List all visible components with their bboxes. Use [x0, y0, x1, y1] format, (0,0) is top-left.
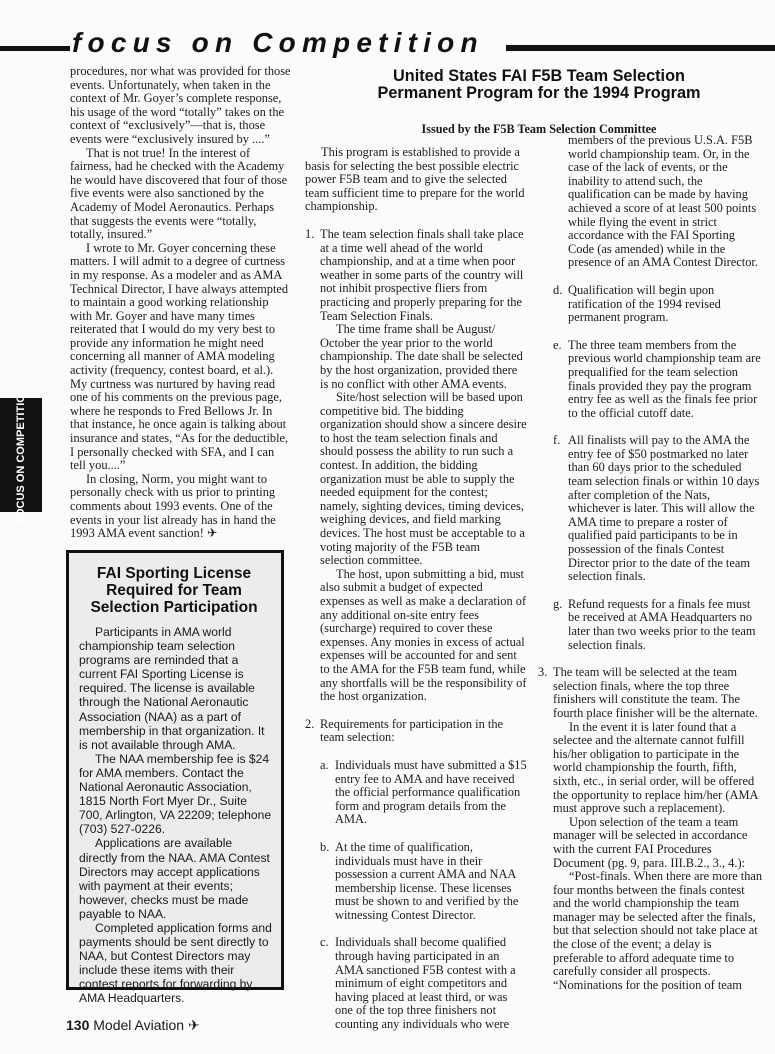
license-paragraph-3: Applications are available directly from the NAA. AMA Contest Directors may accept applications with payment at their events; however, checks must be made payable to NAA.: [79, 836, 270, 921]
item-2b-text: At the time of qualification, individuals must have in their possession a current AMA and NAA membership license. These licenses must be shown to and verified by the witnessing Contest Director.: [335, 839, 519, 922]
item-2b: [305, 841, 527, 923]
page-footer: [66, 1017, 200, 1033]
item-1-paragraph-2: The time frame shall be August/ October the year prior to the world championship. The date shall be selected by the host organization, provided there is no conflict with other AMA events.: [320, 322, 523, 391]
col1-paragraph-3: I wrote to Mr. Goyer concerning these matters. I will admit to a degree of curtness in my response. As a modeler and as AMA Technical Director, I have always attempted to maintain a good working relationship with Mr. Goyer and have many times reiterated that I would do my very best to provide any information he might need concerning all manner of AMA modeling activity (frequency, contest board, et al.). My curtness was nurtured by having read one of his comments on the previous page, where he responds to Fred Bellows Jr. In that instance, he once again is talking about insurance and states, “As for the deductible, I personally checked with SFA, and I can tell you....”: [70, 240, 289, 473]
item-1-paragraph-3: Site/host selection will be based upon competitive bid. The bidding organization should show a sincere desire to host the team selection finals and should possess the ability to run such a contest. In addition, the bidding organization must be able to supply the needed equipment for the contest; namely, sighting devices, timing devices, weighing devices, and field marking devices. The host must be acceptable to a voting majority of the F5B team selection committee.: [320, 390, 527, 568]
item-2d: [538, 284, 763, 325]
item-2-intro: Requirements for participation in the team selection:: [320, 716, 504, 745]
item-2d-text: Qualification will begin upon ratification of the 1994 revised permanent program.: [568, 282, 721, 325]
side-section-tab: [0, 386, 42, 524]
item-2a: [305, 759, 527, 827]
item-2: [305, 718, 527, 745]
license-paragraph-4: Completed application forms and payments should be sent directly to NAA, but Contest Directors may include these items with their contest reports for forwarding by AMA Headquarters.: [79, 920, 272, 1006]
item-2e-label: e.: [553, 337, 562, 352]
column-right: [538, 134, 763, 992]
item-2c-continued: [538, 134, 763, 270]
article-issued-by: Issued by the F5B Team Selection Committee: [421, 122, 657, 136]
item-3-paragraph-3: Upon selection of the team a team manager will be selected in accordance with the current FAI Procedures Document (pg. 9, para. III.B.2., 3., 4.):: [553, 814, 748, 870]
item-2d-label: d.: [553, 282, 563, 297]
item-2f-text: All finalists will pay to the AMA the entry fee of $50 postmarked no later than 60 days prior to the scheduled team selection finals or within 10 days after completion of the Nats, whichever is later. This will allow the AMA time to prepare a roster of qualified paid participants to be in possession of the finals Contest Director prior to the date of the team selection finals.: [568, 433, 760, 584]
item-2c: [305, 936, 527, 1031]
item-1-paragraph-4: The host, upon submitting a bid, must also submit a budget of expected expenses as well as make a declaration of any additional on-site entry fees (surcharge) required to cover these expenses. Any monies in excess of actual expenses will be accounted for and sent to the AMA for the F5B team fund, while any shortfalls will be the responsibility of the host organization.: [320, 566, 527, 704]
header-rule-left: [0, 46, 70, 51]
item-2a-label: a.: [320, 757, 329, 772]
item-2c-continued-text: members of the previous U.S.A. F5B world championship team. Or, in the case of the lack of events, or the inability to attend such, the qualification can be made by having achieved a score of at least 500 points while flying the event in strict accordance with the FAI Sporting Code (as amended) while in the presence of an AMA Contest Director.: [568, 133, 758, 270]
page-number: 130: [66, 1017, 90, 1033]
article-intro: This program is established to provide a basis for selecting the best possible electric power F5B team and to give the selected team sufficient time to prepare for the world championship.: [305, 145, 525, 214]
license-paragraph-1: Participants in AMA world championship team selection programs are reminded that a current FAI Sporting License is required. The license is available through the National Aeronautic Association (NAA) as a part of membership in that organization. It is not available through AMA.: [79, 625, 265, 752]
item-2-label: 2.: [305, 716, 315, 731]
item-2e: [538, 339, 763, 421]
item-1: [305, 228, 527, 704]
item-2g-label: g.: [553, 596, 563, 611]
col1-paragraph-2: That is not true! In the interest of fairness, had he checked with the Academy he would have discovered that four of those five events were also sanctioned by the Academy of Model Aeronautics. Perhaps that suggests the events were “totally, totally, insured.”: [70, 145, 288, 242]
item-2e-text: The three team members from the previous world championship team are prequalified for the team selection finals provided they pay the program entry fee as well as the finals fee prior to the official cutoff date.: [568, 337, 761, 420]
item-2g: [538, 598, 763, 652]
item-2f: [538, 434, 763, 584]
license-box-body: [79, 625, 273, 1006]
item-1-label: 1.: [305, 226, 315, 241]
section-title: focus on Competition: [72, 27, 484, 58]
column-left: [70, 65, 292, 541]
license-box-title: FAI Sporting License Required for Team Selection Participation: [90, 565, 258, 616]
col1-paragraph-1: procedures, nor what was provided for those events. Unfortunately, when taken in the context of Mr. Goyer’s complete response, his usage of the word “totally” takes on the context of “exclusively”—that is, those events were “exclusively insured by ....”: [70, 64, 291, 146]
item-2c-label: c.: [320, 935, 329, 950]
item-2f-label: f.: [553, 433, 561, 448]
col1-paragraph-4: In closing, Norm, you might want to personally check with us prior to printing comments about 1993 events. One of the events in your list already has in hand the 1993 AMA event sanction! ✈: [70, 471, 276, 541]
license-paragraph-2: The NAA membership fee is $24 for AMA members. Contact the National Aeronautic Association, 1815 North Fort Myer Dr., Suite 700, Arlington, VA 22209; telephone (703) 527-0226.: [79, 751, 272, 837]
item-3: [538, 666, 763, 992]
item-2c-text: Individuals shall become qualified through having participated in an AMA sanctioned F5B contest with a minimum of eight competitors and having placed at least third, or was one of the top three finishers not counting any individuals who were: [335, 935, 516, 1032]
item-2g-text: Refund requests for a finals fee must be received at AMA Headquarters no later than two weeks prior to the team selection finals.: [568, 596, 756, 652]
item-2b-label: b.: [320, 839, 330, 854]
article-title: United States FAI F5B Team Selection Permanent Program for the 1994 Program: [377, 67, 701, 103]
item-3-paragraph-2: In the event it is later found that a selectee and the alternate cannot fulfill his/her obligation to participate in the world championship the fourth, fifth, sixth, etc., in serial order, will be offered the opportunity to replace him/her (AMA must approve such a replacement).: [553, 719, 758, 816]
item-1-paragraph-1: The team selection finals shall take place at a time well ahead of the world championship, and at a time when poor weather in some parts of the country will not inhibit prospective fliers from practicing and properly preparing for the Team Selection Finals.: [320, 226, 524, 323]
column-middle: [305, 146, 527, 1032]
header-rule-right: [506, 45, 775, 51]
side-tab-label: FOCUS ON COMPETITION: [15, 386, 27, 524]
item-3-quote-2: “Nominations for the position of team: [553, 977, 742, 992]
item-3-quote-1: “Post-finals. When there are more than four months between the finals contest and the world championship the team manager may be selected after the finals, but that selection should not take place at the close of the event; a delay is preferable to afford adequate time to carefully consider all prospects.: [553, 869, 763, 979]
publication-name: Model Aviation ✈: [93, 1017, 200, 1033]
item-3-paragraph-1: The team will be selected at the team selection finals, where the top three finishers will constitute the team. The fourth place finisher will be the alternate.: [553, 665, 758, 720]
item-2a-text: Individuals must have submitted a $15 entry fee to AMA and have received the official performance qualification form and program details from the AMA.: [335, 757, 527, 827]
item-3-label: 3.: [538, 665, 548, 680]
